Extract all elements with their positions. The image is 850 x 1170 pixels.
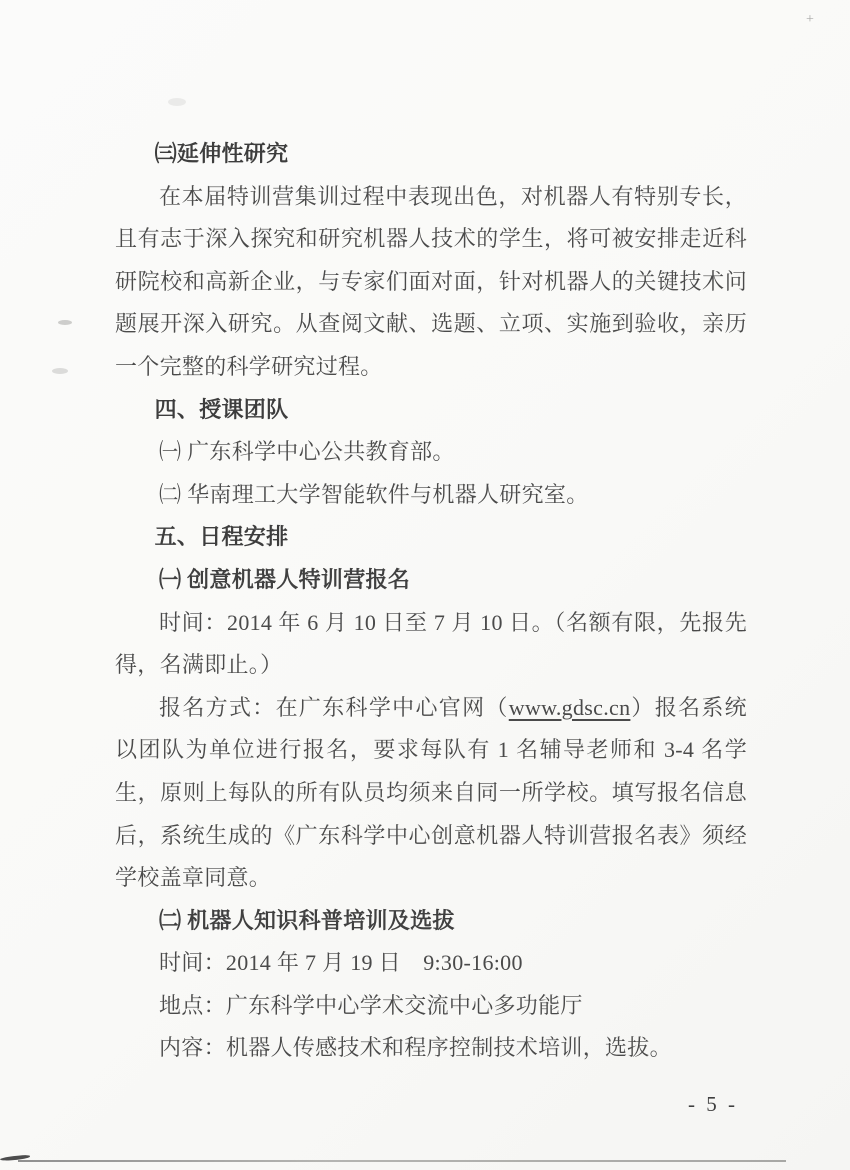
schedule2-time: 时间：2014 年 7 月 19 日 9:30-16:00 xyxy=(159,950,523,976)
scan-speck xyxy=(168,98,186,106)
section4-heading: 四、授课团队 xyxy=(154,396,289,422)
schedule1-method-text-before: 报名方式：在广东科学中心官网（ xyxy=(159,694,509,720)
scan-edge-line xyxy=(18,1160,786,1162)
schedule2-place: 地点：广东科学中心学术交流中心多功能厅 xyxy=(159,992,583,1018)
schedule1-time: 时间：2014 年 6 月 10 日至 7 月 10 日。（名额有限，先报先得，名满即止。） xyxy=(115,609,747,678)
section3-paragraph: 在本届特训营集训过程中表现出色，对机器人有特别专长，且有志于深入探究和研究机器人技术的学生，将可被安排走近科研院校和高新企业，与专家们面对面，针对机器人的关键技术问题展开深入研究。从查阅文献、选题、立项、实施到验收，亲历一个完整的科学研究过程。 xyxy=(115,183,747,379)
scan-plus-mark: + xyxy=(806,12,814,27)
scan-speck xyxy=(52,368,68,374)
schedule1-method-text-after: ）报名系统以团队为单位进行报名，要求每队有 1 名辅导老师和 3-4 名学生，原则上每队的所有队员均须来自同一所学校。填写报名信息后，系统生成的《广东科学中心创意机器人特训营报名表》须经学校盖章同意。 xyxy=(115,694,747,891)
schedule2-heading: ㈡ 机器人知识科普培训及选拔 xyxy=(159,907,455,933)
schedule1-method xyxy=(115,687,747,900)
registration-url: www.gdsc.cn xyxy=(508,694,631,720)
document-body xyxy=(115,133,747,1070)
schedule2-content: 内容：机器人传感技术和程序控制技术培训，选拔。 xyxy=(159,1035,672,1061)
scan-speck xyxy=(58,320,72,325)
section3-heading: ㈢延伸性研究 xyxy=(154,141,289,166)
page-number: - 5 - xyxy=(688,1092,738,1116)
section4-item-1: ㈠ 广东科学中心公共教育部。 xyxy=(159,439,455,465)
schedule1-heading: ㈠ 创意机器人特训营报名 xyxy=(159,566,411,592)
section4-item-2: ㈡ 华南理工大学智能软件与机器人研究室。 xyxy=(159,481,589,507)
section5-heading: 五、日程安排 xyxy=(154,524,289,550)
